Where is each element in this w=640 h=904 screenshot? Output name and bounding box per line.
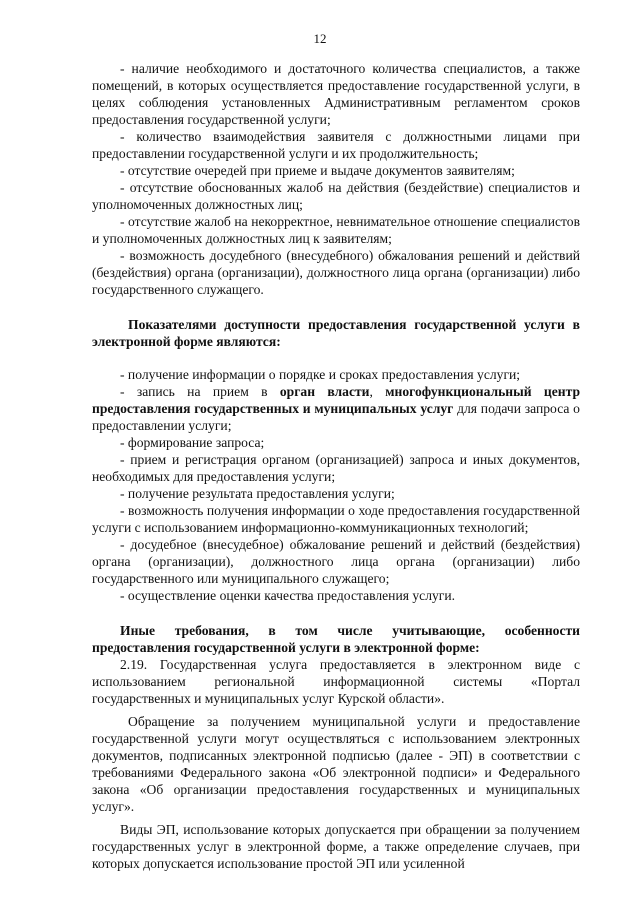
section-heading-other-requirements: Иные требования, в том числе учитывающие, особенности предоставления государственной услуги в электронной форме:: [92, 623, 580, 655]
quality-indicator-staff-premises: - наличие необходимого и достаточного количества специалистов, а также помещений, в которых осуществляется предоставление государственной услуги, в целях соблюдения установленных Административным регламентом сроков предоставления государственной услуги;: [92, 61, 580, 127]
section-heading-accessibility: Показателями доступности предоставления государственной услуги в электронной форме являются:: [92, 317, 580, 349]
accessibility-item-request-form: - формирование запроса;: [120, 435, 265, 450]
paragraph-ep-types: Виды ЭП, использование которых допускается при обращении за получением государственных услуг в электронной форме, а также определение случаев, при которых допускается использование простой ЭП или усиленной: [92, 822, 580, 871]
accessibility-item-quality-assessment: - осуществление оценки качества предоставления услуги.: [120, 588, 456, 603]
page-number: 12: [313, 31, 327, 46]
quality-indicator-no-justified-complaints: - отсутствие обоснованных жалоб на действия (бездействие) специалистов и уполномоченных должностных лиц;: [92, 180, 580, 212]
quality-indicator-no-incorrect-attitude: - отсутствие жалоб на некорректное, невнимательное отношение специалистов и уполномоченных должностных лиц к заявителям;: [92, 214, 580, 246]
quality-indicator-interaction-count: - количество взаимодействия заявителя с должностными лицами при предоставлении государственной услуги и их продолжительность;: [92, 129, 580, 161]
paragraph-electronic-appeal: Обращение за получением муниципальной услуги и предоставление государственной услуги могут осуществляться с использованием электронных документов, подписанных электронной подписью (далее - ЭП) в соответствии с требованиями Федерального закона «Об электронной подписи» и Федерального закона «Об организации предоставления государственных и муниципальных услуг».: [92, 714, 580, 814]
accessibility-item-result: - получение результата предоставления услуги;: [120, 486, 395, 501]
quality-indicator-no-queues: - отсутствие очередей при приеме и выдаче документов заявителям;: [120, 163, 515, 178]
accessibility-item-registration: - прием и регистрация органом (организацией) запроса и иных документов, необходимых для предоставления услуги;: [92, 452, 580, 484]
paragraph-2-19: 2.19. Государственная услуга предоставляется в электронном виде с использованием региональной информационной системы «Портал государственных и муниципальных услуг Курской области».: [92, 657, 580, 706]
accessibility-item-appointment: - запись на прием в орган власти, многофункциональный центр предоставления государственных и муниципальных услуг для подачи запроса о предоставлении услуги;: [92, 384, 581, 433]
accessibility-item-progress-info: - возможность получения информации о ходе предоставления государственной услуги с использованием информационно-коммуникационных технологий;: [92, 503, 580, 535]
accessibility-item-pretrial-appeal: - досудебное (внесудебное) обжалование решений и действий (бездействия) органа (организации), должностного лица органа (организации) либо государственного или муниципального служащего;: [92, 537, 580, 586]
quality-indicator-pretrial-appeal: - возможность досудебного (внесудебного) обжалования решений и действий (бездействия) органа (организации), должностного лица органа (организации) либо государственного служащего.: [92, 248, 580, 297]
document-body: [92, 60, 580, 872]
accessibility-item-info: - получение информации о порядке и сроках предоставления услуги;: [120, 367, 521, 382]
